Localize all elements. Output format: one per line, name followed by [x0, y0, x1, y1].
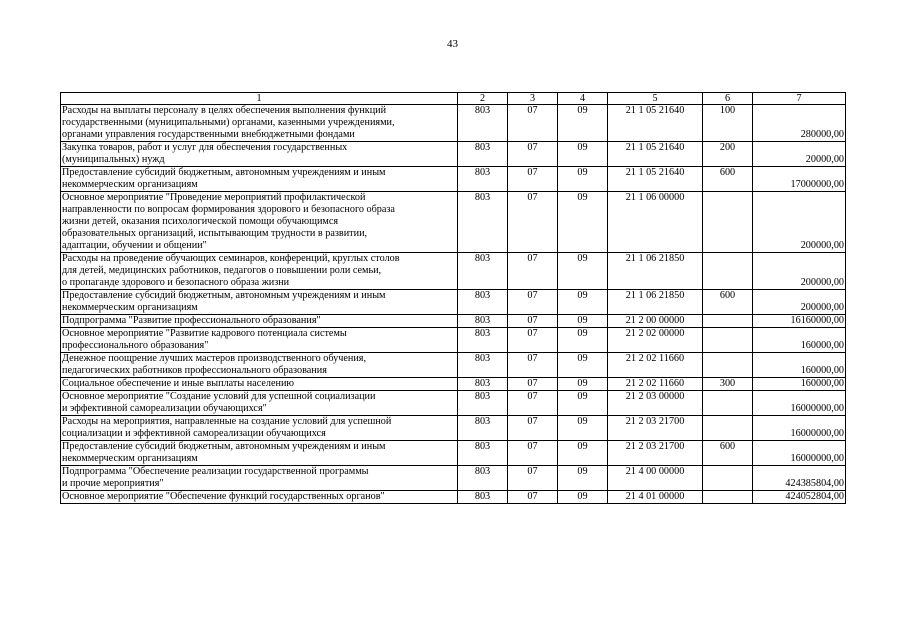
expense-name-line: образовательных организаций, испытывающим трудности в развитии, [62, 228, 368, 239]
target-article-cell: 21 1 05 21640 [608, 167, 703, 192]
expense-name-line: Основное мероприятие "Обеспечение функций государственных органов" [62, 491, 385, 502]
expense-name-cell [61, 441, 458, 466]
ministry-code-cell: 803 [458, 253, 508, 290]
amount-cell: 424385804,00 [753, 466, 846, 491]
table-row [61, 142, 846, 167]
expense-name-line: для детей, медицинских работников, педагогов о повышении роли семьи, [62, 265, 382, 276]
amount-cell: 20000,00 [753, 142, 846, 167]
section-code-cell: 07 [508, 290, 558, 315]
expense-name-line: органами управления государственными внебюджетными фондами [62, 129, 355, 140]
expense-name-line: государственными (муниципальными) органами, казенными учреждениями, [62, 117, 395, 128]
expense-name-cell [61, 315, 458, 328]
table-row [61, 353, 846, 378]
target-article-cell: 21 1 05 21640 [608, 142, 703, 167]
ministry-code-cell: 803 [458, 491, 508, 504]
section-code-cell: 07 [508, 192, 558, 253]
expense-name-cell [61, 353, 458, 378]
subsection-code-cell: 09 [558, 491, 608, 504]
section-code-cell: 07 [508, 328, 558, 353]
section-code-cell: 07 [508, 466, 558, 491]
expense-name-line: некоммерческим организациям [62, 179, 198, 190]
expense-type-cell [703, 315, 753, 328]
section-code-cell: 07 [508, 167, 558, 192]
column-header: 2 [458, 93, 508, 105]
amount-cell: 280000,00 [753, 105, 846, 142]
target-article-cell: 21 2 03 21700 [608, 416, 703, 441]
column-number-row [61, 93, 846, 105]
expense-name-cell [61, 328, 458, 353]
expense-name-line: о пропаганде здорового и безопасного образа жизни [62, 277, 290, 288]
section-code-cell: 07 [508, 416, 558, 441]
subsection-code-cell: 09 [558, 192, 608, 253]
amount-cell: 160000,00 [753, 328, 846, 353]
subsection-code-cell: 09 [558, 105, 608, 142]
target-article-cell: 21 2 02 11660 [608, 353, 703, 378]
expense-name-line: Социальное обеспечение и иные выплаты населению [62, 378, 295, 389]
section-code-cell: 07 [508, 142, 558, 167]
section-code-cell: 07 [508, 353, 558, 378]
expense-type-cell [703, 416, 753, 441]
expense-name-line: Основное мероприятие "Создание условий для успешной социализации [62, 391, 376, 402]
amount-cell: 200000,00 [753, 192, 846, 253]
subsection-code-cell: 09 [558, 378, 608, 391]
amount-cell: 160000,00 [753, 378, 846, 391]
subsection-code-cell: 09 [558, 253, 608, 290]
target-article-cell: 21 2 02 11660 [608, 378, 703, 391]
column-header: 6 [703, 93, 753, 105]
ministry-code-cell: 803 [458, 167, 508, 192]
subsection-code-cell: 09 [558, 416, 608, 441]
expense-type-cell [703, 491, 753, 504]
expense-type-cell [703, 328, 753, 353]
amount-cell: 424052804,00 [753, 491, 846, 504]
table-row [61, 253, 846, 290]
subsection-code-cell: 09 [558, 391, 608, 416]
section-code-cell: 07 [508, 253, 558, 290]
expense-type-cell: 100 [703, 105, 753, 142]
table-row [61, 105, 846, 142]
column-header: 5 [608, 93, 703, 105]
expense-name-line: Расходы на мероприятия, направленные на создание условий для успешной [62, 416, 392, 427]
ministry-code-cell: 803 [458, 142, 508, 167]
expense-name-line: жизни детей, оказания психологической помощи обучающимся [62, 216, 339, 227]
table-row [61, 328, 846, 353]
expense-name-cell [61, 290, 458, 315]
ministry-code-cell: 803 [458, 391, 508, 416]
expense-name-line: Денежное поощрение лучших мастеров производственного обучения, [62, 353, 367, 364]
expense-name-line: педагогических работников профессионального образования [62, 365, 327, 376]
subsection-code-cell: 09 [558, 142, 608, 167]
ministry-code-cell: 803 [458, 378, 508, 391]
table-body [61, 105, 846, 504]
expense-name-cell [61, 167, 458, 192]
expense-name-line: Предоставление субсидий бюджетным, автономным учреждениям и иным [62, 167, 386, 178]
table-row [61, 167, 846, 192]
target-article-cell: 21 1 06 21850 [608, 290, 703, 315]
target-article-cell: 21 1 05 21640 [608, 105, 703, 142]
expense-name-line: некоммерческим организациям [62, 302, 198, 313]
ministry-code-cell: 803 [458, 353, 508, 378]
expense-name-line: Предоставление субсидий бюджетным, автономным учреждениям и иным [62, 441, 386, 452]
expense-name-line: профессионального образования" [62, 340, 209, 351]
expense-name-line: некоммерческим организациям [62, 453, 198, 464]
subsection-code-cell: 09 [558, 290, 608, 315]
expense-name-line: Расходы на выплаты персоналу в целях обеспечения выполнения функций [62, 105, 387, 116]
section-code-cell: 07 [508, 378, 558, 391]
expense-type-cell [703, 253, 753, 290]
section-code-cell: 07 [508, 391, 558, 416]
table-row [61, 466, 846, 491]
expense-name-cell [61, 466, 458, 491]
section-code-cell: 07 [508, 315, 558, 328]
amount-cell: 200000,00 [753, 290, 846, 315]
section-code-cell: 07 [508, 441, 558, 466]
expense-name-line: Закупка товаров, работ и услуг для обеспечения государственных [62, 142, 348, 153]
column-header: 7 [753, 93, 846, 105]
amount-cell: 17000000,00 [753, 167, 846, 192]
expense-type-cell [703, 353, 753, 378]
expense-name-line: (муниципальных) нужд [62, 154, 165, 165]
expense-name-line: Основное мероприятие "Развитие кадрового потенциала системы [62, 328, 347, 339]
expense-name-line: и эффективной самореализации обучающихся" [62, 403, 267, 414]
amount-cell: 16160000,00 [753, 315, 846, 328]
table-row [61, 378, 846, 391]
table-row [61, 192, 846, 253]
budget-table [60, 92, 846, 504]
expense-type-cell [703, 391, 753, 416]
expense-name-cell [61, 253, 458, 290]
expense-name-line: Предоставление субсидий бюджетным, автономным учреждениям и иным [62, 290, 386, 301]
subsection-code-cell: 09 [558, 167, 608, 192]
amount-cell: 16000000,00 [753, 391, 846, 416]
subsection-code-cell: 09 [558, 315, 608, 328]
ministry-code-cell: 803 [458, 315, 508, 328]
table-row [61, 315, 846, 328]
expense-type-cell [703, 466, 753, 491]
expense-name-line: и прочие мероприятия" [62, 478, 164, 489]
section-code-cell: 07 [508, 105, 558, 142]
expense-name-cell [61, 378, 458, 391]
expense-name-line: адаптации, обучении и общении" [62, 240, 207, 251]
subsection-code-cell: 09 [558, 353, 608, 378]
table-row [61, 391, 846, 416]
expense-type-cell [703, 192, 753, 253]
table-row [61, 416, 846, 441]
table-row [61, 491, 846, 504]
amount-cell: 200000,00 [753, 253, 846, 290]
ministry-code-cell: 803 [458, 416, 508, 441]
target-article-cell: 21 2 03 21700 [608, 441, 703, 466]
ministry-code-cell: 803 [458, 192, 508, 253]
target-article-cell: 21 2 02 00000 [608, 328, 703, 353]
column-header: 1 [61, 93, 458, 105]
expense-type-cell: 300 [703, 378, 753, 391]
amount-cell: 16000000,00 [753, 416, 846, 441]
amount-cell: 160000,00 [753, 353, 846, 378]
expense-name-cell [61, 391, 458, 416]
column-header: 4 [558, 93, 608, 105]
ministry-code-cell: 803 [458, 105, 508, 142]
expense-name-cell [61, 105, 458, 142]
ministry-code-cell: 803 [458, 328, 508, 353]
target-article-cell: 21 4 01 00000 [608, 491, 703, 504]
column-header: 3 [508, 93, 558, 105]
target-article-cell: 21 4 00 00000 [608, 466, 703, 491]
expense-name-cell [61, 416, 458, 441]
subsection-code-cell: 09 [558, 441, 608, 466]
expense-name-line: направленности по вопросам формирования здорового и безопасного образа [62, 204, 395, 215]
subsection-code-cell: 09 [558, 328, 608, 353]
expense-name-cell [61, 142, 458, 167]
expense-name-cell [61, 192, 458, 253]
table-row [61, 441, 846, 466]
subsection-code-cell: 09 [558, 466, 608, 491]
expense-name-line: Основное мероприятие "Проведение мероприятий профилактической [62, 192, 366, 203]
ministry-code-cell: 803 [458, 290, 508, 315]
expense-name-line: социализации и эффективной самореализации обучающихся [62, 428, 326, 439]
target-article-cell: 21 2 00 00000 [608, 315, 703, 328]
ministry-code-cell: 803 [458, 441, 508, 466]
expense-type-cell: 600 [703, 167, 753, 192]
expense-type-cell: 600 [703, 441, 753, 466]
ministry-code-cell: 803 [458, 466, 508, 491]
expense-name-line: Подпрограмма "Обеспечение реализации государственной программы [62, 466, 369, 477]
amount-cell: 16000000,00 [753, 441, 846, 466]
expense-name-cell [61, 491, 458, 504]
expense-name-line: Подпрограмма "Развитие профессионального образования" [62, 315, 321, 326]
table-row [61, 290, 846, 315]
section-code-cell: 07 [508, 491, 558, 504]
target-article-cell: 21 1 06 21850 [608, 253, 703, 290]
expense-type-cell: 600 [703, 290, 753, 315]
page-number: 43 [447, 38, 458, 50]
expense-name-line: Расходы на проведение обучающих семинаров, конференций, круглых столов [62, 253, 400, 264]
target-article-cell: 21 1 06 00000 [608, 192, 703, 253]
target-article-cell: 21 2 03 00000 [608, 391, 703, 416]
expense-type-cell: 200 [703, 142, 753, 167]
